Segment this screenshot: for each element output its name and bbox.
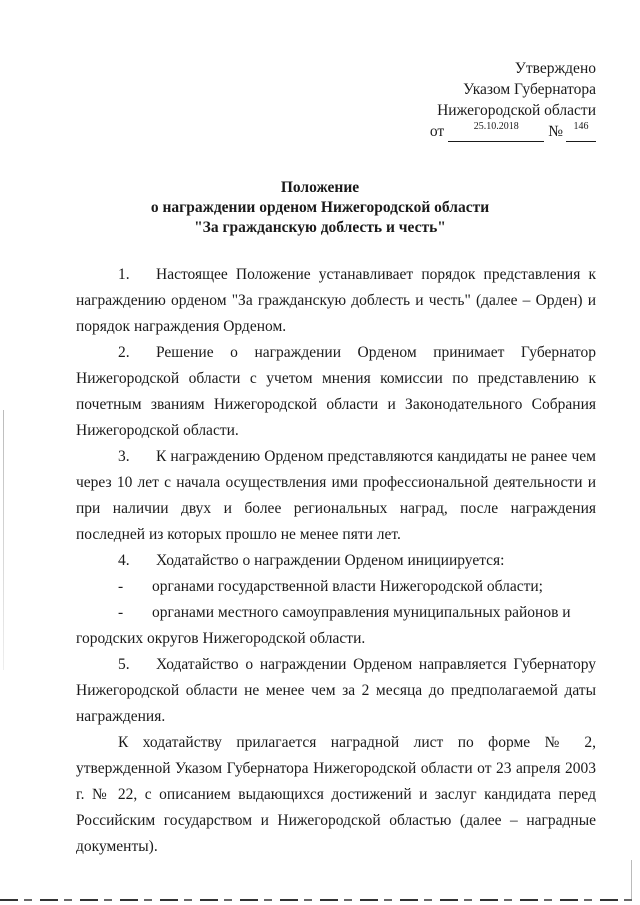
paragraph-2-number: 2. — [118, 344, 130, 361]
title-line-1: Положение — [280, 179, 360, 196]
scan-bottom-edge — [0, 899, 640, 901]
dash-marker: - — [118, 578, 124, 595]
approval-from-label: от — [429, 123, 445, 140]
approval-stamp — [430, 58, 596, 142]
paragraph-1-text: Настоящее Положение устанавливает порядок представления к награждению орденом "За гражданскую доблесть и честь" (далее – Орден) и порядок награждения Орденом. — [76, 266, 596, 335]
paragraph-4-number: 4. — [118, 552, 130, 569]
scan-edge-left — [3, 410, 4, 670]
approval-date: 25.10.2018 — [473, 121, 519, 132]
scan-edge-right — [631, 860, 632, 900]
paragraph-3-number: 3. — [118, 448, 130, 465]
approval-line-approved: Утверждено — [514, 60, 596, 77]
title-line-2: о награждении орденом Нижегородской области — [150, 199, 490, 216]
paragraph-2 — [76, 340, 596, 444]
paragraph-3-text: К награждению Орденом представляются кандидаты не ранее чем через 10 лет с начала осуществления ими профессиональной деятельности и при наличии двух и более региональных наград, после награждения последней из которых прошло не менее пяти лет. — [76, 448, 596, 543]
document-body — [76, 262, 596, 860]
approval-order-line — [430, 121, 596, 142]
paragraph-5-text: Ходатайство о награждении Орденом направляется Губернатору Нижегородской области не менее чем за 2 месяца до предполагаемой даты награждения. — [76, 656, 596, 725]
title-line-3: "За гражданскую доблесть и честь" — [194, 219, 446, 236]
paragraph-1 — [76, 262, 596, 340]
approval-date-field — [448, 121, 544, 142]
paragraph-4-text: Ходатайство о награждении Орденом инициируется: — [156, 552, 505, 569]
dash-marker: - — [118, 604, 124, 621]
approval-line-region: Нижегородской области — [437, 102, 596, 119]
list-item-text: органами местного самоуправления муниципальных районов и — [152, 604, 571, 621]
paragraph-3 — [76, 444, 596, 548]
document-title — [0, 178, 640, 238]
list-item — [76, 600, 596, 626]
paragraph-5 — [76, 652, 596, 730]
approval-line-decree: Указом Губернатора — [463, 81, 596, 98]
list-item — [76, 574, 596, 600]
approval-number-label: № — [548, 123, 563, 140]
paragraph-6: К ходатайству прилагается наградной лист по форме № 2, утвержденной Указом Губернатора Нижегородской области от 23 апреля 2003 г. № 22, с описанием выдающихся достижений и заслуг кандидата перед Российским государством и Нижегородской областью (далее – наградные документы). — [76, 734, 596, 855]
list-item-text: органами государственной власти Нижегородской области; — [152, 578, 543, 595]
paragraph-4 — [76, 548, 596, 574]
paragraph-5-number: 5. — [118, 656, 130, 673]
paragraph-1-number: 1. — [118, 266, 130, 283]
approval-number-field — [566, 121, 596, 142]
list-item-continuation: городских округов Нижегородской области. — [76, 630, 366, 647]
approval-number: 146 — [573, 121, 589, 132]
paragraph-2-text: Решение о награждении Орденом принимает Губернатор Нижегородской области с учетом мнения комиссии по представлению к почетным званиям Нижегородской области и Законодательного Собрания Нижегородской области. — [76, 344, 596, 439]
